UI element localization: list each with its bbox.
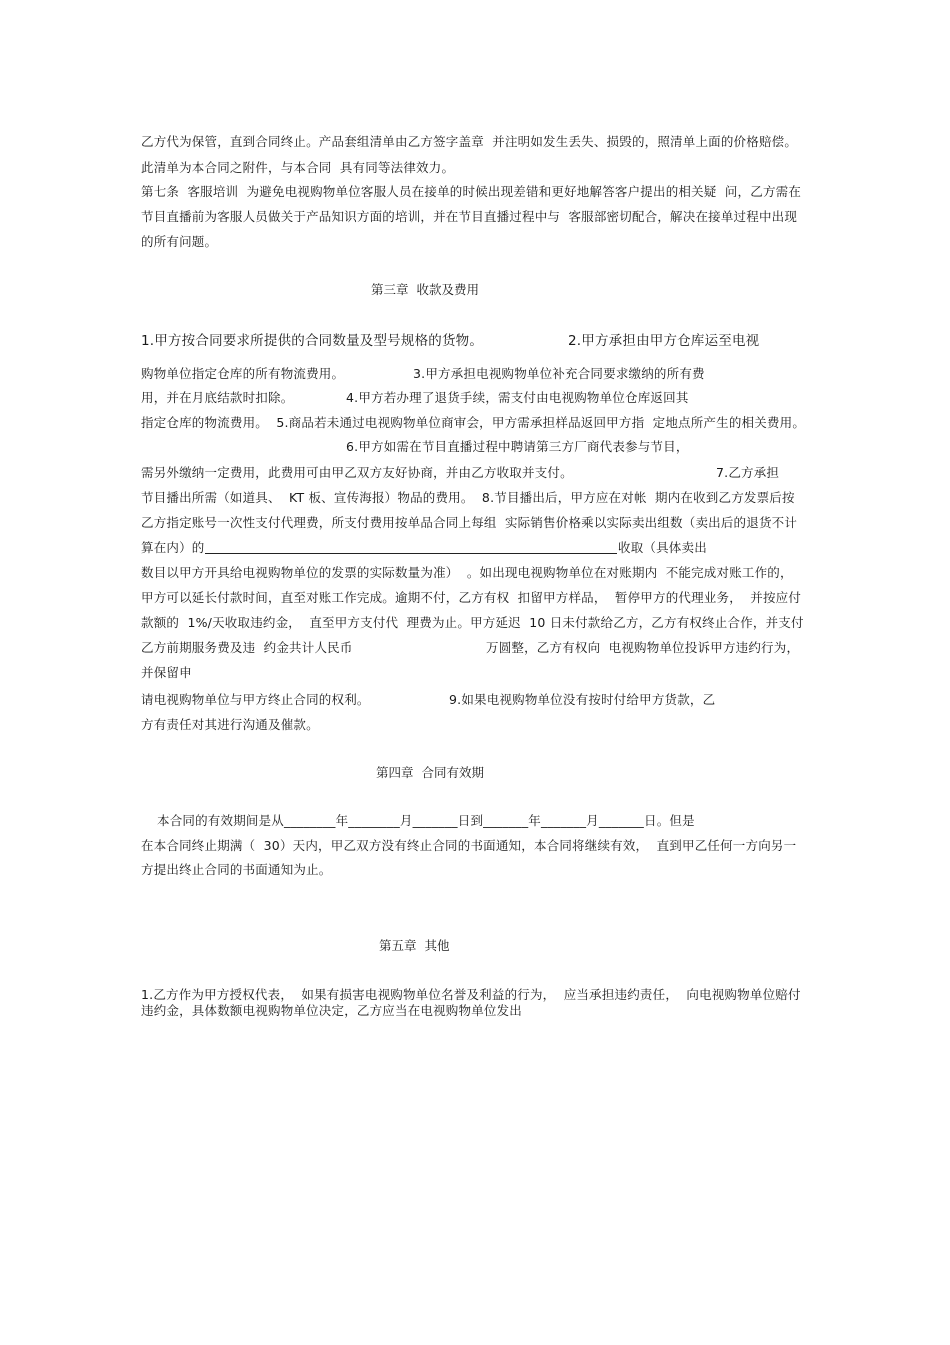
- paragraph-line: 4.甲方若办理了退货手续，需支付由电视购物单位仓库返回其: [346, 390, 689, 405]
- paragraph-line: 3.甲方承担电视购物单位补充合同要求缴纳的所有费: [413, 366, 705, 381]
- chapter-heading: 第三章 收款及费用: [371, 282, 479, 297]
- paragraph-line: 的所有问题。: [141, 234, 218, 249]
- paragraph-line: 算在内）的: [141, 540, 205, 555]
- paragraph-line: 违约金，具体数额电视购物单位决定，乙方应当在电视购物单位发出: [141, 1003, 523, 1018]
- paragraph-line: 方有责任对其进行沟通及催款。: [141, 717, 319, 732]
- paragraph-line: 1.乙方作为甲方授权代表， 如果有损害电视购物单位名誉及利益的行为， 应当承担违约责任， 向电视购物单位赔付: [141, 987, 801, 1002]
- chapter-heading: 第四章 合同有效期: [376, 765, 484, 780]
- paragraph-line: 乙方指定账号一次性支付代理费，所支付费用按单品合同上每组 实际销售价格乘以实际卖出组数（卖出后的退货不计: [141, 515, 798, 530]
- paragraph-line: 乙方前期服务费及违 约金共计人民币: [141, 640, 353, 655]
- paragraph-line: 方提出终止合同的书面通知为止。: [141, 862, 332, 877]
- paragraph-line: 用，并在月底结款时扣除。: [141, 390, 294, 405]
- paragraph-line: 2.甲方承担由甲方仓库运至电视: [568, 333, 760, 349]
- paragraph-line: 数目以甲方开具给电视购物单位的发票的实际数量为准） 。如出现电视购物单位在对账期内 不能完成对账工作的，: [141, 565, 793, 580]
- paragraph-line: 指定仓库的物流费用。 5.商品若未通过电视购物单位商审会，甲方需承担样品返回甲方指 定地点所产生的相关费用。: [141, 415, 806, 430]
- paragraph-line: 节目播出所需（如道具、 KT 板、宣传海报）物品的费用。 8.节目播出后，甲方应在对帐 期内在收到乙方发票后按: [141, 490, 795, 505]
- paragraph-line: 6.甲方如需在节目直播过程中聘请第三方厂商代表参与节目，: [346, 439, 689, 454]
- paragraph-line: 收取（具体卖出: [618, 540, 707, 555]
- paragraph-line: 购物单位指定仓库的所有物流费用。: [141, 366, 345, 381]
- paragraph-line: 乙方代为保管，直到合同终止。产品套组清单由乙方签字盖章 并注明如发生丢失、损毁的，照清单上面的价格赔偿。: [141, 134, 798, 149]
- paragraph-line: 节目直播前为客服人员做关于产品知识方面的培训，并在节目直播过程中与 客服部密切配合，解决在接单过程中出现: [141, 209, 798, 224]
- paragraph-line: 7.乙方承担: [716, 465, 780, 480]
- paragraph-line: 在本合同终止期满（ 30）天内，甲乙双方没有终止合同的书面通知，本合同将继续有效， 直到甲乙任何一方向另一: [141, 838, 797, 853]
- paragraph-line: 第七条 客服培训 为避免电视购物单位客服人员在接单的时候出现差错和更好地解答客户提出的相关疑 问，乙方需在: [141, 184, 802, 199]
- paragraph-line: 1.甲方按合同要求所提供的合同数量及型号规格的货物。: [141, 333, 484, 349]
- paragraph-line: 9.如果电视购物单位没有按时付给甲方货款，乙: [449, 692, 716, 707]
- chapter-heading: 第五章 其他: [379, 938, 450, 953]
- paragraph-line: 本合同的有效期间是从________年________月_______日到_______年_______月_______日。但是: [157, 813, 695, 828]
- paragraph-line: 款额的 1%/天收取违约金， 直至甲方支付代 理费为止。甲方延迟 10 日未付款给乙方，乙方有权终止合作，并支付: [141, 615, 804, 630]
- paragraph-line: 并保留申: [141, 665, 192, 680]
- paragraph-line: 此清单为本合同之附件，与本合同 具有同等法律效力。: [141, 160, 455, 175]
- blank-underline: [205, 553, 617, 554]
- paragraph-line: 请电视购物单位与甲方终止合同的权利。: [141, 692, 370, 707]
- paragraph-line: 万圆整，乙方有权向 电视购物单位投诉甲方违约行为，: [486, 640, 800, 655]
- paragraph-line: 甲方可以延长付款时间，直至对账工作完成。逾期不付，乙方有权 扣留甲方样品， 暂停甲方的代理业务， 并按应付: [141, 590, 802, 605]
- paragraph-line: 需另外缴纳一定费用，此费用可由甲乙双方友好协商，并由乙方收取并支付。: [141, 465, 573, 480]
